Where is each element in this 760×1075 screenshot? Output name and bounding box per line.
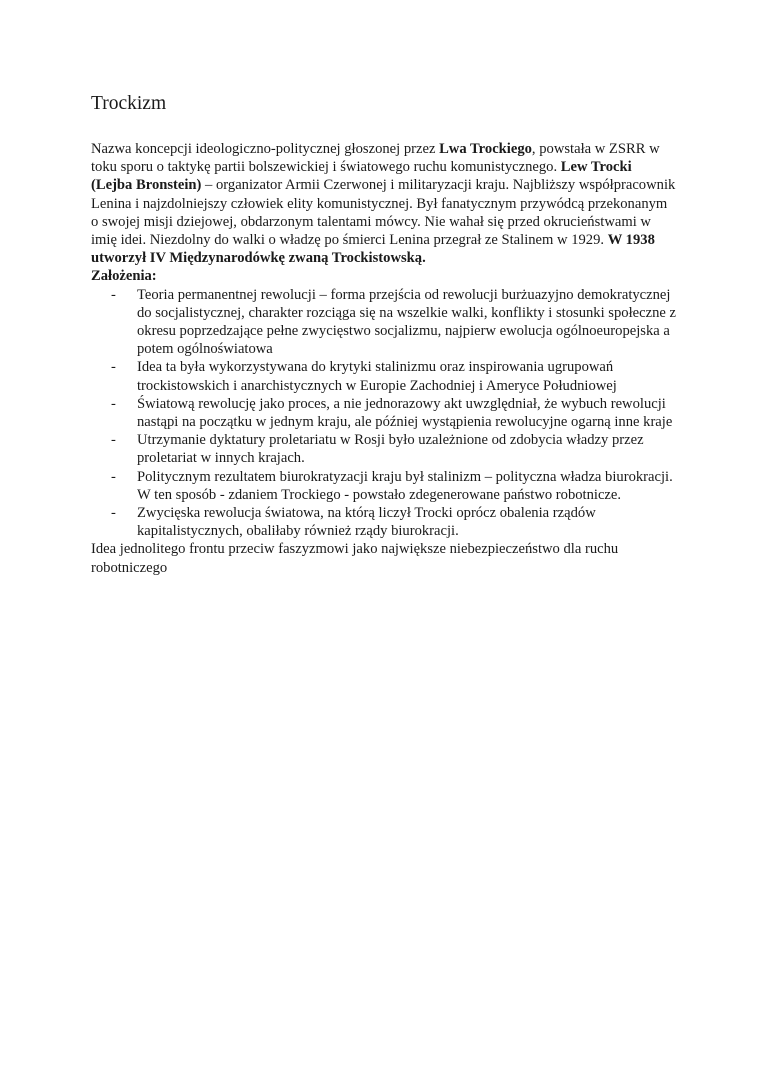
document-page <box>91 90 676 577</box>
intro-bold-1: Lwa Trockiego <box>439 141 532 157</box>
intro-text-3: – organizator Armii Czerwonej i militaryzacji kraju. Najbliższy współpracownik Lenina i najzdolniejszy człowiek elity komunistycznej. Był fanatycznym przywódcą przekonanym o swojej misji dziejowej, obdarzonym talentami mówcy. Nie wahał się przed okrucieństwami w imię idei. Niezdolny do walki o władzę po śmierci Lenina przegrał ze Stalinem w 1929. <box>91 177 676 249</box>
list-item-text: Politycznym rezultatem biurokratyzacji kraju był stalinizm – polityczna władza biurokracji. W ten sposób - zdaniem Trockiego - powstało zdegenerowane państwo robotnicze. <box>137 468 673 503</box>
bullet-dash: - <box>111 432 116 449</box>
list-item <box>91 286 676 359</box>
intro-bold-3: W 1938 utworzył IV Międzynarodówkę zwaną Trockistowską. <box>91 232 655 267</box>
list-item <box>91 358 676 394</box>
intro-bold-2: Lew Trocki (Lejba Bronstein) <box>91 159 632 194</box>
list-item <box>91 504 676 540</box>
bullet-dash: - <box>111 286 116 303</box>
intro-paragraph <box>91 140 676 267</box>
list-item-text: Zwycięska rewolucja światowa, na którą liczył Trocki oprócz obalenia rządów kapitalistycznych, obaliłaby również rządy biurokracji. <box>137 505 596 540</box>
bullet-dash: - <box>111 505 116 522</box>
list-item <box>91 431 676 467</box>
list-item <box>91 468 676 504</box>
document-title: Trockizm <box>91 93 167 114</box>
assumptions-list <box>91 286 676 541</box>
list-item-text: Utrzymanie dyktatury proletariatu w Rosji było uzależnione od zdobycia władzy przez proletariat w innych krajach. <box>137 432 644 467</box>
bullet-dash: - <box>111 359 116 376</box>
closing-paragraph: Idea jednolitego frontu przeciw faszyzmowi jako największe niebezpieczeństwo dla ruchu robotniczego <box>91 541 619 576</box>
list-item <box>91 395 676 431</box>
intro-text-2: , powstała w ZSRR w toku sporu o taktykę partii bolszewickiej i światowego ruchu komunistycznego. <box>91 141 660 176</box>
bullet-dash: - <box>111 395 116 412</box>
intro-text-1: Nazwa koncepcji ideologiczno-politycznej głoszonej przez <box>91 141 440 157</box>
document-body <box>91 140 676 577</box>
section-heading: Założenia: <box>91 268 157 285</box>
bullet-dash: - <box>111 468 116 485</box>
list-item-text: Teoria permanentnej rewolucji – forma przejścia od rewolucji burżuazyjno demokratycznej do socjalistycznej, charakter rozciąga się na wszelkie walki, konflikty i stosunki społeczne z okresu poprzedzające pełne zwycięstwo socjalizmu, najpierw ewolucja ogólnoeuropejska a potem ogólnoświatowa <box>137 286 676 358</box>
list-item-text: Światową rewolucję jako proces, a nie jednorazowy akt uwzględniał, że wybuch rewolucji nastąpi na początku w jednym kraju, ale później wystąpienia rewolucyjne ogarną inne kraje <box>137 395 673 431</box>
list-item-text: Idea ta była wykorzystywana do krytyki stalinizmu oraz inspirowania ugrupowań trockistowskich i anarchistycznych w Europie Zachodniej i Ameryce Południowej <box>137 359 617 394</box>
